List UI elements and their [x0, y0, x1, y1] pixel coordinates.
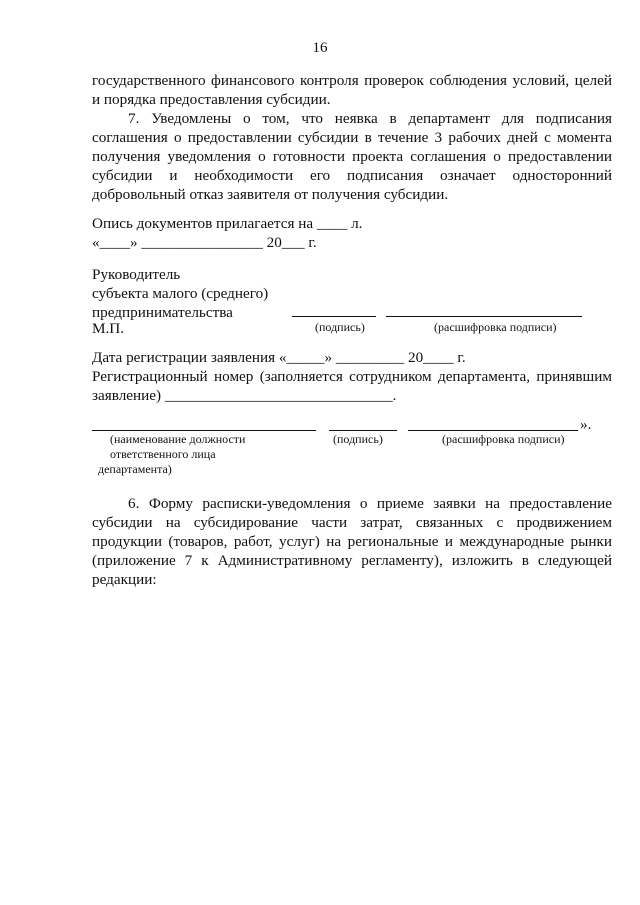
paragraph-6-line: (приложение 7 к Административному регламенту), изложить в следующей: [92, 552, 612, 569]
paragraph-7-line: получения уведомления о готовности проекта соглашения о предоставлении: [92, 148, 612, 165]
signature-caption: (подпись): [333, 432, 383, 446]
decryption-line: [408, 430, 578, 431]
position-caption: (наименование должности: [110, 432, 246, 446]
signature-caption: (подпись): [315, 320, 365, 334]
head-title: Руководитель: [92, 266, 181, 283]
stamp-place-label: М.П.: [92, 320, 125, 337]
head-title: субъекта малого (среднего): [92, 285, 269, 302]
decryption-caption: (расшифровка подписи): [442, 432, 565, 446]
head-title: предпринимательства: [92, 304, 233, 321]
inventory-line: Опись документов прилагается на ____ л.: [92, 215, 363, 232]
page-number: 16: [312, 40, 328, 56]
paragraph-7-line: соглашения о предоставлении субсидии в течение 3 рабочих дней с момента: [92, 129, 612, 146]
registration-date-line: Дата регистрации заявления «_____» _________ 20____ г.: [92, 349, 466, 366]
paragraph-7-line: 7. Уведомлены о том, что неявка в департамент для подписания: [128, 110, 612, 127]
paragraph-6-line: 6. Форму расписки-уведомления о приеме заявки на предоставление: [128, 495, 612, 512]
paragraph-line: государственного финансового контроля проверок соблюдения условий, целей: [92, 72, 612, 89]
decryption-caption: (расшифровка подписи): [434, 320, 557, 334]
paragraph-6-line: продукции (товаров, работ, услуг) на региональные и международные рынки: [92, 533, 612, 550]
paragraph-6-line: редакции:: [92, 571, 157, 588]
paragraph-7-line: добровольный отказ заявителя от получения субсидии.: [92, 186, 449, 203]
registration-number-line: заявление) ______________________________.: [92, 387, 397, 404]
closing-quote: ».: [580, 416, 592, 433]
signature-line: [292, 316, 376, 317]
position-caption: департамента): [98, 462, 172, 476]
position-line: [92, 430, 316, 431]
signature-line: [329, 430, 397, 431]
decryption-line: [386, 316, 582, 317]
position-caption: ответственного лица: [110, 447, 216, 461]
inventory-date-line: «____» ________________ 20___ г.: [92, 234, 317, 251]
registration-number-line: Регистрационный номер (заполняется сотрудником департамента, принявшим: [92, 368, 612, 385]
paragraph-7-line: субсидии и необходимости его подписания означает односторонний: [92, 167, 612, 184]
paragraph-line: и порядка предоставления субсидии.: [92, 91, 331, 108]
paragraph-6-line: субсидии на субсидирование части затрат, связанных с продвижением: [92, 514, 612, 531]
